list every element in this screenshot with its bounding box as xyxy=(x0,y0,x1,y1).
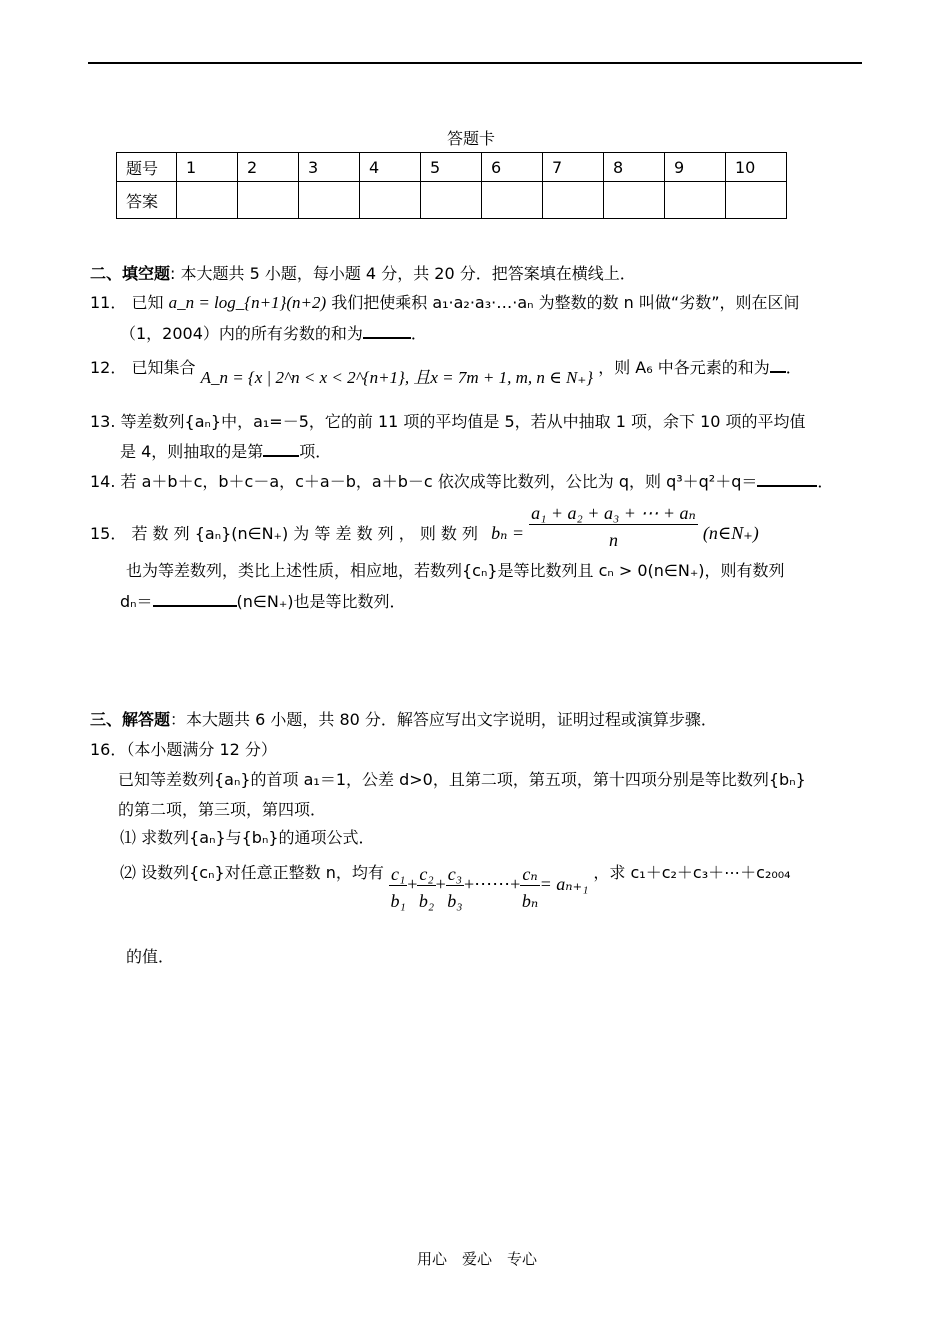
question-11-formula: a_n = log_{n+1}(n+2) xyxy=(168,293,327,312)
question-number-cell: 3 xyxy=(299,153,360,182)
question-13-line2 xyxy=(120,439,331,462)
question-16-line1: 已知等差数列{aₙ}的首项 a₁＝1，公差 d>0，且第二项，第五项，第十四项分别是等比数列{bₙ} xyxy=(118,770,806,789)
fraction-denominator: n xyxy=(608,530,618,550)
question-16-title: 16．（本小题满分 12 分） xyxy=(90,740,277,759)
question-16-part2-text: ⑵ 设数列{cₙ}对任意正整数 n，均有 xyxy=(120,863,384,882)
answer-cell xyxy=(604,182,665,219)
question-13-line1: 13. 等差数列{aₙ}中，a₁=－5，它的前 11 项的平均值是 5，若从中抽取 1 项，余下 10 项的平均值 xyxy=(90,412,806,431)
question-number-cell: 5 xyxy=(421,153,482,182)
question-12-prefix: 已知集合 xyxy=(131,358,196,377)
answer-cell xyxy=(665,182,726,219)
answer-cell xyxy=(299,182,360,219)
question-11-line2 xyxy=(120,321,427,344)
answer-blank xyxy=(757,471,817,487)
question-number-cell: 7 xyxy=(543,153,604,182)
question-11-interval-text: （1，2004）内的所有劣数的和为 xyxy=(120,324,363,343)
answer-cell xyxy=(360,182,421,219)
fraction-c1-b1 xyxy=(389,865,407,910)
fraction-numerator: c₁ xyxy=(390,864,406,884)
section3-header xyxy=(90,707,717,730)
question-15-bn: bₙ = xyxy=(491,523,525,543)
question-12-formula: A_n = {x | 2^n < x < 2^{n+1}, 且x = 7m + 1, m, n ∈ N₊} xyxy=(200,368,594,387)
question-16-end: 的值． xyxy=(126,947,175,966)
fraction-c2-b2 xyxy=(417,865,435,910)
question-14 xyxy=(90,469,833,492)
question-13-text: 是 4，则抽取的是第 xyxy=(120,442,264,461)
ellipsis-sum: +⋯⋯+ xyxy=(464,874,521,894)
question-11-line1 xyxy=(90,290,799,313)
question-12-text: ，则 A₆ 中各元素的和为 xyxy=(598,358,770,377)
question-number-cell: 8 xyxy=(604,153,665,182)
answer-card-table xyxy=(116,152,787,219)
fraction-numerator: c₃ xyxy=(447,864,463,884)
answer-blank xyxy=(770,357,786,373)
answer-cell xyxy=(238,182,299,219)
question-13-end: 项． xyxy=(299,442,332,461)
question-15-end: (n∈N₊)也是等比数列． xyxy=(236,592,406,611)
question-number-cell: 4 xyxy=(360,153,421,182)
question-15-line2: 也为等差数列，类比上述性质，相应地，若数列{cₙ}是等比数列且 cₙ > 0(n∈N₊)，则有数列 xyxy=(126,561,785,580)
question-number-cell: 1 xyxy=(177,153,238,182)
answer-cell xyxy=(177,182,238,219)
question-15-text: 15． 若 数 列 {aₙ}(n∈N₊) 为 等 差 数 列 ， 则 数 列 xyxy=(90,524,478,543)
question-16-line2: 的第二项，第三项，第四项． xyxy=(118,800,327,819)
question-14-text: 14. 若 a＋b＋c，b＋c－a，c＋a－b，a＋b－c 依次成等比数列，公比为 q，则 q³＋q²＋q＝ xyxy=(90,472,758,491)
fraction-numerator: a₁ + a₂ + a₃ + ⋯ + aₙ xyxy=(531,503,696,523)
section2-header xyxy=(90,261,636,284)
answer-cell xyxy=(543,182,604,219)
answer-cell xyxy=(482,182,543,219)
row-header-number: 题号 xyxy=(117,153,177,182)
question-11-end: ． xyxy=(410,324,427,343)
question-16-part2: ⑵ 设数列{cₙ}对任意正整数 n，均有 $\frac{\text{c₁}}{\text{b₁}}$ + $\frac{\text{c₂}}{\text{b₂}}$ + $\frac{\text{c₃}}{\text{b₃}}$ +⋯⋯+ $\frac{\text{cₙ}}{\text{bₙ}}$ = aₙ₊₁ ，求 c₁＋c₂＋c₃＋⋯＋c₂₀₀₄ xyxy=(120,863,791,911)
section3-description: ：本大题共 6 小题，共 80 分．解答应写出文字说明，证明过程或演算步骤． xyxy=(170,710,717,729)
question-15-domain: (n∈N₊) xyxy=(702,523,759,543)
question-11-text: 我们把使乘积 a₁·a₂·a₃·…·aₙ 为整数的数 n 叫做“劣数”，则在区间 xyxy=(331,293,800,312)
row-header-answer: 答案 xyxy=(117,182,177,219)
equation-rhs: = aₙ₊₁ xyxy=(539,874,589,894)
question-16-sum: ，求 c₁＋c₂＋c₃＋⋯＋c₂₀₀₄ xyxy=(593,863,791,882)
question-12-end: ． xyxy=(785,358,802,377)
question-number-cell: 6 xyxy=(482,153,543,182)
question-12 xyxy=(90,353,802,387)
section2-description: : 本大题共 5 小题，每小题 4 分，共 20 分．把答案填在横线上． xyxy=(170,264,636,283)
question-number-cell: 10 xyxy=(726,153,787,182)
answer-blank xyxy=(363,323,411,339)
answer-card-title: 答题卡 xyxy=(447,129,496,148)
section3-heading: 三、解答题 xyxy=(90,710,171,729)
fraction-numerator: cₙ xyxy=(522,864,538,884)
section2-heading: 二、填空题 xyxy=(90,264,171,283)
question-12-number: 12． xyxy=(90,358,127,377)
fraction-denominator: b₃ xyxy=(447,891,463,911)
fraction-denominator: b₂ xyxy=(418,891,435,911)
answer-blank xyxy=(263,441,299,457)
question-14-end: ． xyxy=(817,472,834,491)
question-16-part1: ⑴ 求数列{aₙ}与{bₙ}的通项公式． xyxy=(120,828,375,847)
fraction-cn-bn xyxy=(520,865,539,910)
fraction-c3-b3 xyxy=(446,865,464,910)
page-footer: 用心 爱心 专心 xyxy=(417,1250,538,1268)
question-number-cell: 2 xyxy=(238,153,299,182)
header-rule xyxy=(88,62,862,64)
question-15-dn: dₙ＝ xyxy=(120,592,153,611)
fraction-numerator: c₂ xyxy=(419,864,434,884)
question-15-fraction xyxy=(529,504,698,549)
answer-cell xyxy=(421,182,482,219)
question-number-cell: 9 xyxy=(665,153,726,182)
question-15-line1 xyxy=(90,504,759,549)
question-11-prefix: 已知 xyxy=(131,293,164,312)
question-11-number: 11． xyxy=(90,293,127,312)
question-15-line3 xyxy=(120,589,406,612)
fraction-denominator: b₁ xyxy=(390,891,406,911)
fraction-denominator: bₙ xyxy=(521,891,539,911)
answer-blank xyxy=(153,591,237,607)
answer-cell xyxy=(726,182,787,219)
